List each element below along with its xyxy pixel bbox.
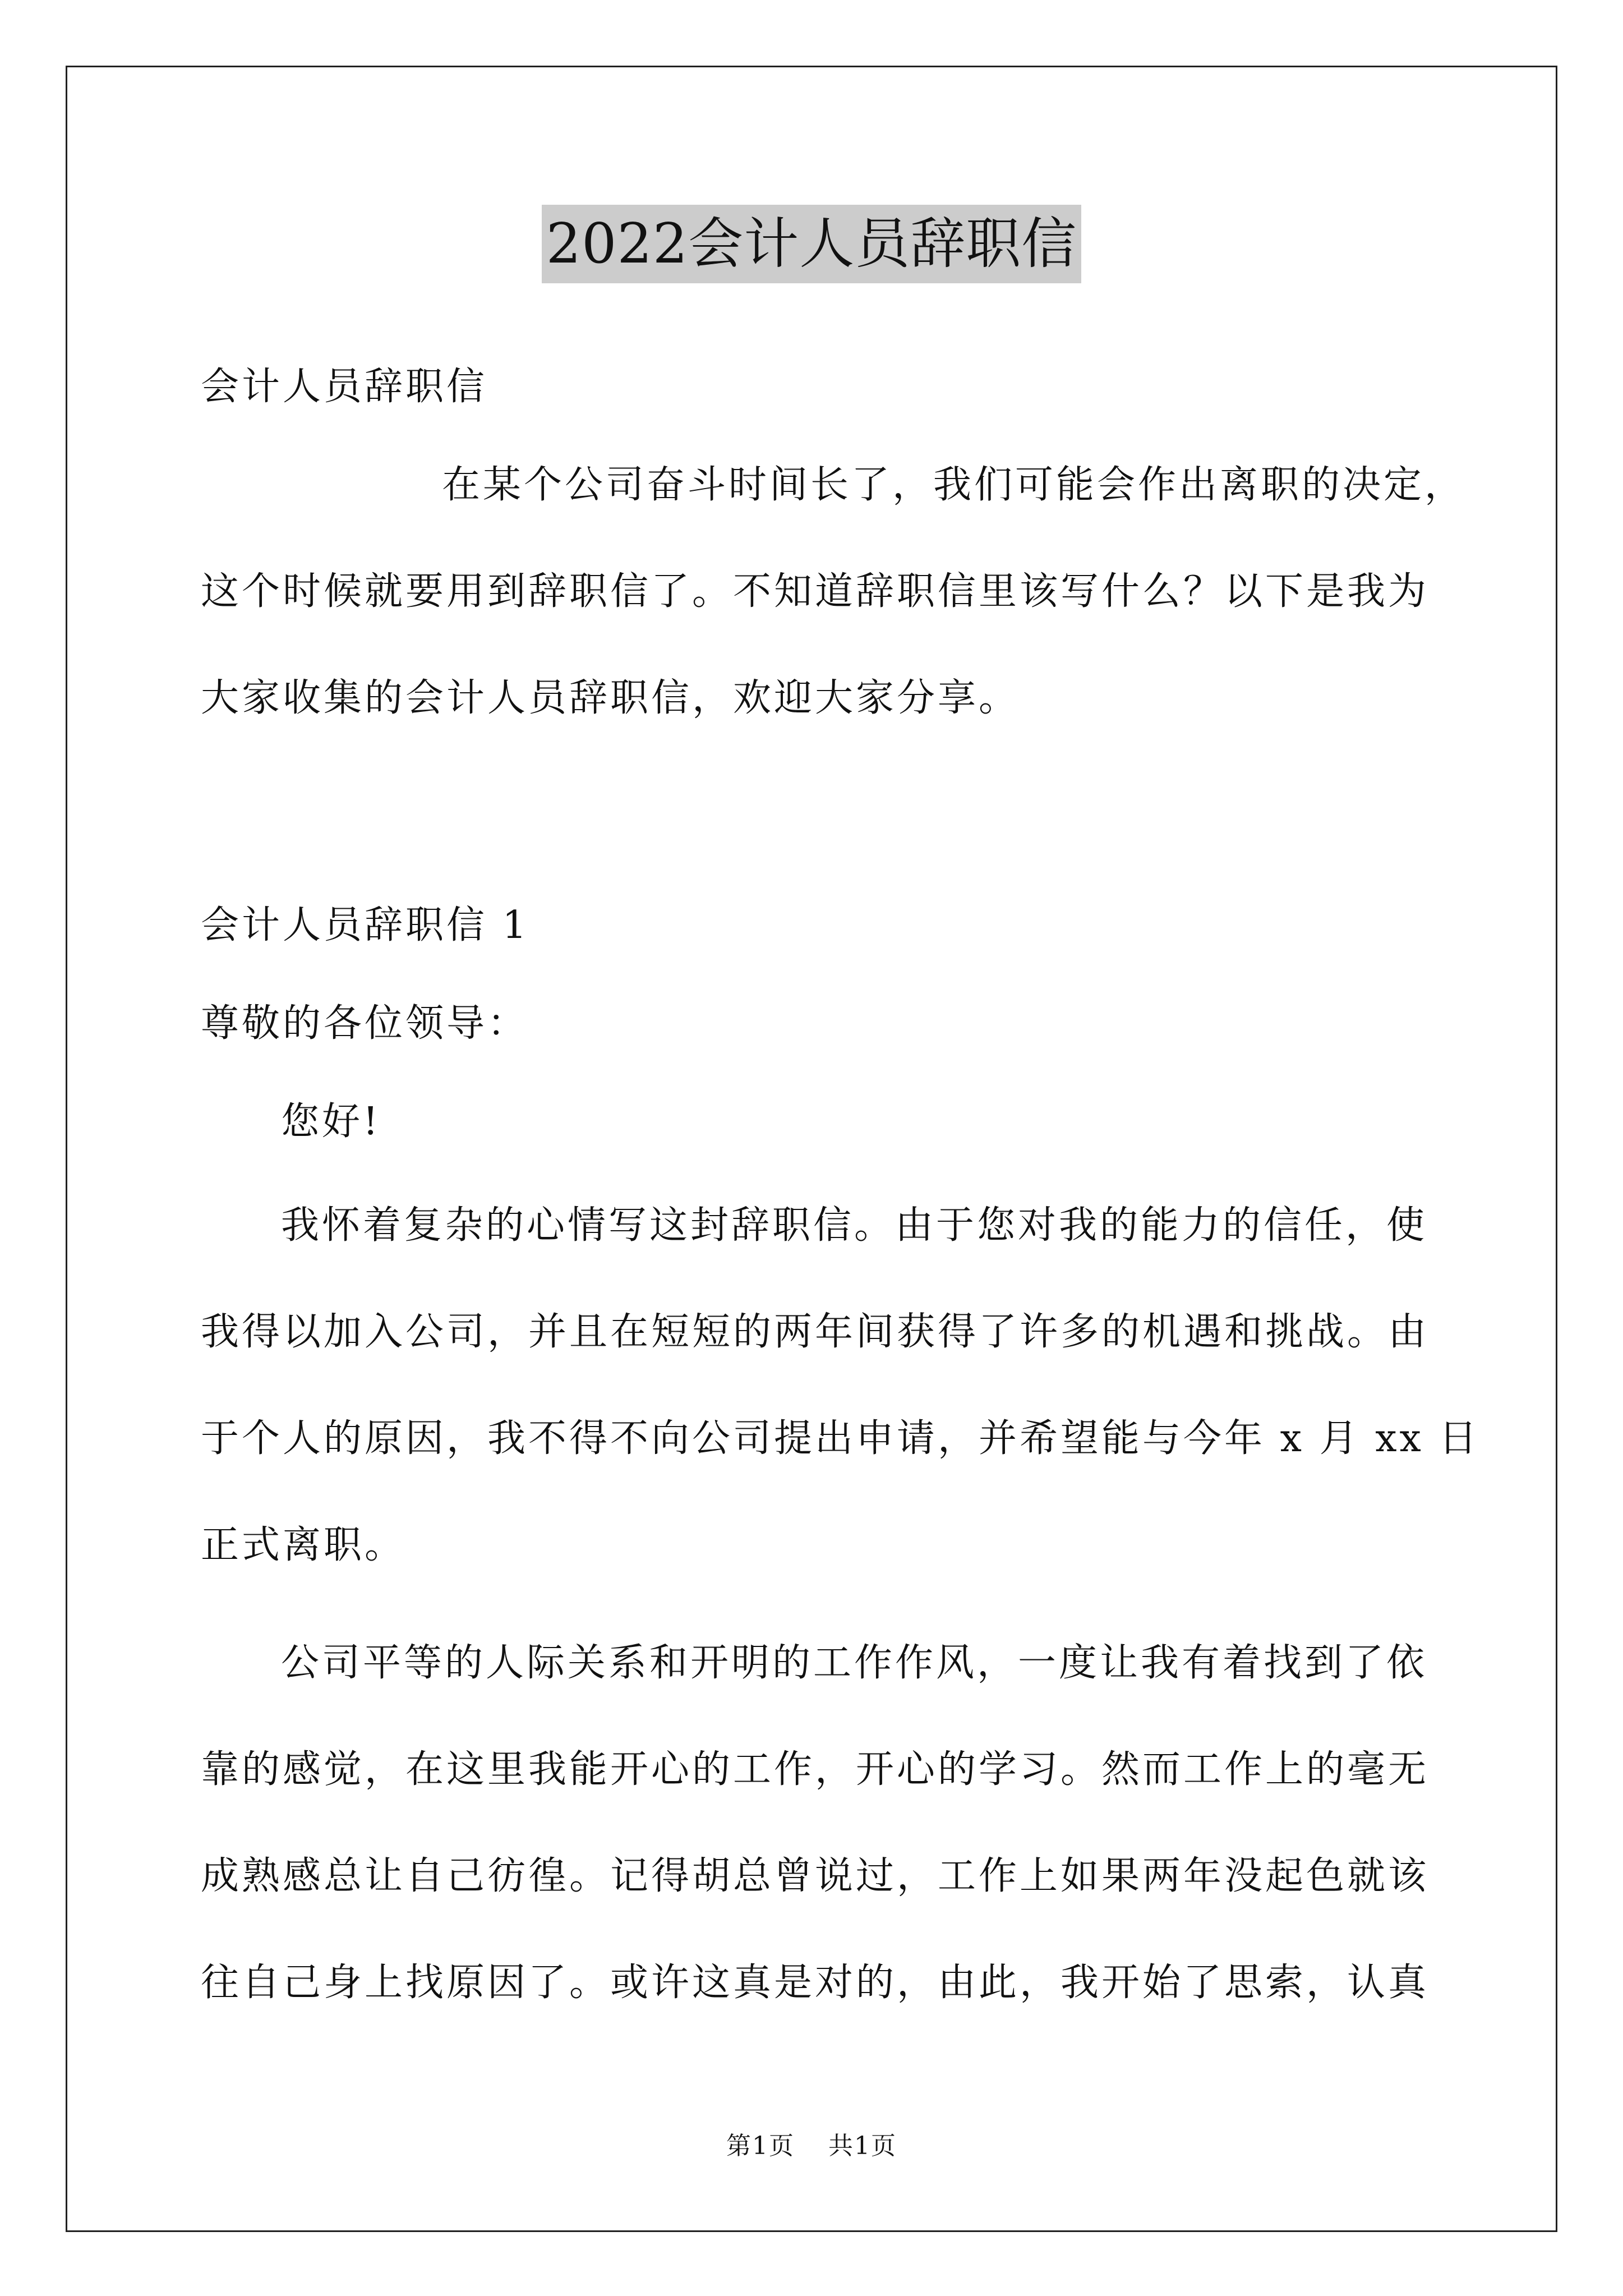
- section-heading-text: 会计人员辞职信 1: [201, 903, 529, 947]
- subtitle-text: 会计人员辞职信: [201, 365, 488, 409]
- paragraph-line: 成熟感总让自己彷徨。记得胡总曾说过，工作上如果两年没起色就该: [201, 1854, 1430, 1898]
- salutation-text: 尊敬的各位领导：: [201, 1001, 529, 1046]
- paragraph-line: 公司平等的人际关系和开明的工作作风，一度让我有着找到了依: [281, 1641, 1428, 1685]
- page-total: 共1页: [828, 2132, 897, 2160]
- paragraph-line: 我得以加入公司，并且在短短的两年间获得了许多的机遇和挑战。由: [201, 1310, 1430, 1354]
- page-footer: [0, 2129, 1623, 2163]
- greeting: [201, 1069, 1435, 1175]
- paragraph-line: 往自己身上找原因了。或许这真是对的，由此，我开始了思索，认真: [201, 1961, 1430, 2005]
- paragraph-line: 于个人的原因，我不得不向公司提出申请，并希望能与今年 x 月 xx 日: [201, 1416, 1480, 1461]
- subtitle: [201, 334, 1435, 440]
- intro-paragraph: [201, 432, 1466, 752]
- intro-line: 大家收集的会计人员辞职信，欢迎大家分享。: [201, 676, 1020, 720]
- paragraph-line: 我怀着复杂的心情写这封辞职信。由于您对我的能力的信任，使: [281, 1203, 1428, 1248]
- greeting-text: 您好!: [281, 1099, 381, 1144]
- intro-line: 这个时候就要用到辞职信了。不知道辞职信里该写什么？以下是我为: [201, 569, 1430, 614]
- body-paragraph-1: [201, 1172, 1480, 1599]
- document-title: 2022会计人员辞职信: [542, 205, 1081, 283]
- paragraph-line: 靠的感觉，在这里我能开心的工作，开心的学习。然而工作上的毫无: [201, 1747, 1430, 1792]
- body-paragraph-2: [201, 1610, 1435, 2036]
- page-number: 第1页: [726, 2132, 795, 2160]
- section-heading: [201, 872, 1435, 979]
- title-container: [0, 205, 1623, 283]
- paragraph-line: 正式离职。: [201, 1523, 406, 1567]
- intro-line: 在某个公司奋斗时间长了，我们可能会作出离职的决定，: [442, 463, 1466, 507]
- salutation: [201, 970, 1435, 1077]
